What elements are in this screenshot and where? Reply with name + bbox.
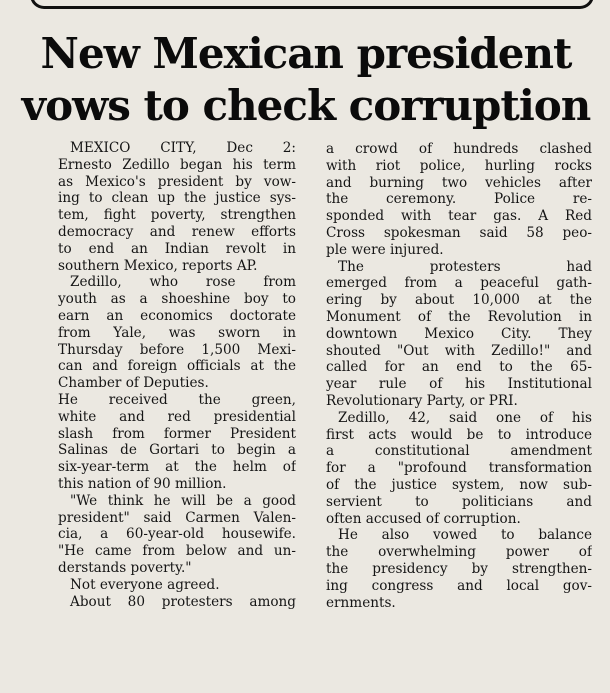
article-line: democracy and renew efforts <box>58 223 296 240</box>
article-line: shouted "Out with Zedillo!" and <box>326 342 592 359</box>
article-line: ing congress and local gov- <box>326 577 592 594</box>
article-line: and burning two vehicles after <box>326 174 592 191</box>
article-line: president" said Carmen Valen- <box>58 509 296 526</box>
article-column-right <box>326 141 592 611</box>
article-line: Zedillo, who rose from <box>70 274 296 291</box>
headline-line: New Mexican president <box>40 29 572 78</box>
article-line: a crowd of hundreds clashed <box>326 141 592 157</box>
article-line: youth as a shoeshine boy to <box>58 291 296 308</box>
article-line: "We think he will be a good <box>70 492 296 509</box>
article-line: sponded with tear gas. A Red <box>326 208 592 225</box>
article-line: slash from former President <box>58 425 296 442</box>
article-line: the presidency by strengthen- <box>326 560 592 577</box>
article-line: Cross spokesman said 58 peo- <box>326 224 592 241</box>
article-line: ple were injured. <box>326 241 444 258</box>
headline <box>8 28 604 132</box>
article-line: southern Mexico, reports AP. <box>58 257 258 274</box>
article-line: can and foreign officials at the <box>58 358 296 375</box>
article-line: He also vowed to balance <box>338 527 592 544</box>
article-line: for a "profound transformation <box>326 460 592 477</box>
article-line: Salinas de Gortari to begin a <box>58 442 296 459</box>
article-line: white and red presidential <box>58 408 296 425</box>
article-line: tem, fight poverty, strengthen <box>58 207 296 224</box>
article-line: Revolutionary Party, or PRI. <box>326 392 518 409</box>
article-line: often accused of corruption. <box>326 510 521 527</box>
article-line: ernments. <box>326 594 396 611</box>
article-line: servient to politicians and <box>326 493 592 510</box>
article-line: the overwhelming power of <box>326 544 592 561</box>
article-line: Chamber of Deputies. <box>58 375 209 392</box>
article-line: MEXICO CITY, Dec 2: <box>70 140 296 156</box>
headline-line: vows to check corruption <box>21 81 591 130</box>
article-line: year rule of his Institutional <box>326 376 592 393</box>
article-line: cia, a 60-year-old housewife. <box>58 526 296 543</box>
article-line: The protesters had <box>338 258 592 275</box>
article-line: the ceremony. Police re- <box>326 191 592 208</box>
article-line: Zedillo, 42, said one of his <box>338 409 592 426</box>
article-line: ering by about 10,000 at the <box>326 292 592 309</box>
article-line: "He came from below and un- <box>58 543 296 560</box>
article-line: as Mexico's president by vow- <box>58 173 296 190</box>
article-line: from Yale, was sworn in <box>58 324 296 341</box>
article-line: emerged from a peaceful gath- <box>326 275 592 292</box>
article-line: six-year-term at the helm of <box>58 459 296 476</box>
article-line: Ernesto Zedillo began his term <box>58 156 296 173</box>
article-line: first acts would be to introduce <box>326 426 592 443</box>
article-line: a constitutional amendment <box>326 443 592 460</box>
article-line: derstands poverty." <box>58 559 192 576</box>
article-line: Not everyone agreed. <box>70 576 220 593</box>
article-line: He received the green, <box>58 391 296 408</box>
article-line: earn an economics doctorate <box>58 307 296 324</box>
article-line: this nation of 90 million. <box>58 475 227 492</box>
border-rule <box>30 0 594 9</box>
article-column-left <box>58 140 296 610</box>
article-line: About 80 protesters among <box>70 593 296 610</box>
article-line: to end an Indian revolt in <box>58 240 296 257</box>
article-line: Thursday before 1,500 Mexi- <box>58 341 296 358</box>
article-line: ing to clean up the justice sys- <box>58 190 296 207</box>
article-line: Monument of the Revolution in <box>326 308 592 325</box>
article-line: downtown Mexico City. They <box>326 325 592 342</box>
article-line: called for an end to the 65- <box>326 359 592 376</box>
article-line: of the justice system, now sub- <box>326 476 592 493</box>
article-line: with riot police, hurling rocks <box>326 157 592 174</box>
